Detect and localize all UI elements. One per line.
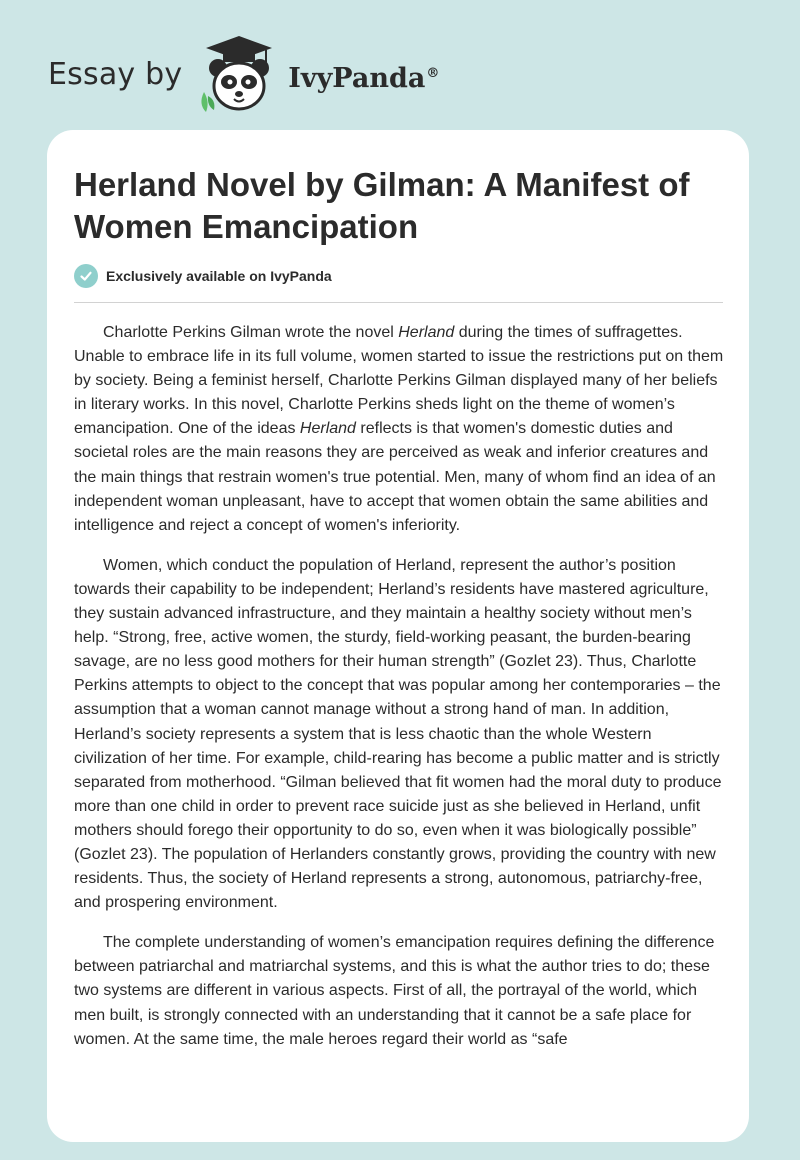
divider (74, 302, 723, 303)
registered-mark: ® (426, 65, 440, 81)
paragraph-2: Women, which conduct the population of Herland, represent the author’s position towards their capability to be independent; Herland’s residents have mastered agriculture, they sustain advanced infrastructure, and they maintain a healthy society without men’s help. “Strong, free, active women, the sturdy, field-working peasant, the burden-bearing savage, are no less good mothers for their human strength” (Gozlet 23). Thus, Charlotte Perkins attempts to object to the concept that was popular among her contemporaries – the assumption that a woman cannot manage without a strong hand of man. In addition, Herland’s society represents a system that is less chaotic than the whole Western civilization of her time. For example, child-rearing has become a public matter and is strictly separated from motherhood. “Gilman believed that fit women had the moral duty to produce more than one child in order to prevent race suicide just as she believed in Herland, unfit mothers should forego their opportunity to do so, even when it was biologically possible” (Gozlet 23). The population of Herlanders constantly grows, providing the country with new residents. Thus, the society of Herland represents a strong, autonomous, patriarchy-free, and prospering environment. (74, 556, 722, 912)
brand-name[interactable]: IvyPanda® (288, 62, 440, 94)
paragraph-3: The complete understanding of women’s emancipation requires defining the difference between patriarchal and matriarchal systems, and this is what the author tries to do; these two systems are different in various aspects. First of all, the portrayal of the world, which men built, is strongly connected with an understanding that it cannot be a safe place for women. At the same time, the male heroes regard their world as “safe (74, 934, 715, 1048)
paragraph-1: Charlotte Perkins Gilman wrote the novel Herland during the times of suffragettes. Unable to embrace life in its full volume, women started to issue the restrictions put on them by society. Being a feminist herself, Charlotte Perkins Gilman displayed many of her beliefs in literary works. In this novel, Charlotte Perkins sheds light on the theme of women’s emancipation. One of the ideas Herland reflects is that women's domestic duties and societal roles are the main reasons they are perceived as weak and inferior creatures and the main things that restrain women's true potential. Men, many of whom find an idea of an independent woman unpleasant, have to accept that women obtain the same abilities and intelligence and reject a concept of women's inferiority. (74, 324, 724, 534)
essay-by-label: Essay by (48, 56, 183, 92)
check-icon (74, 264, 98, 288)
exclusive-badge (74, 264, 332, 288)
exclusive-badge-label: Exclusively available on IvyPanda (106, 268, 332, 284)
panda-graduate-icon (196, 34, 282, 114)
essay-card (47, 130, 749, 1142)
site-header (48, 34, 439, 114)
essay-body (74, 321, 726, 1068)
essay-title: Herland Novel by Gilman: A Manifest of Women Emancipation (74, 166, 690, 245)
